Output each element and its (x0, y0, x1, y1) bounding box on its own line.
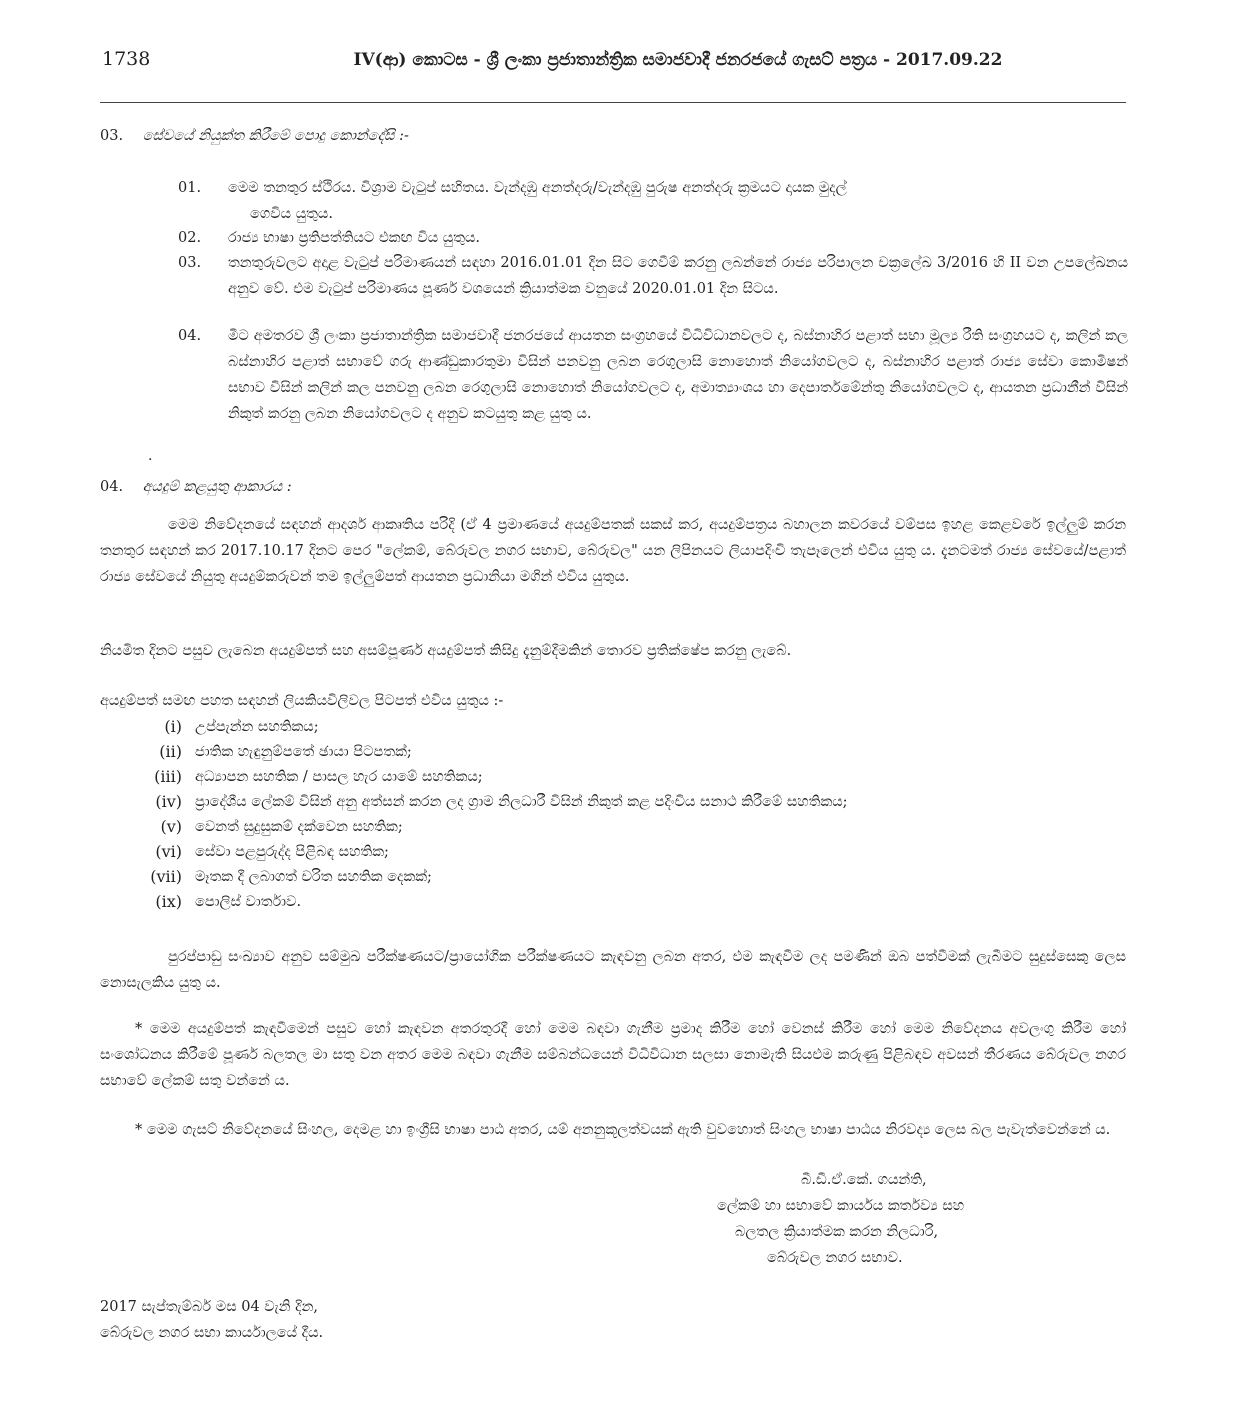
condition-number: 02. (178, 230, 202, 246)
condition-text (228, 175, 1128, 227)
stray-dot: . (148, 448, 153, 464)
condition-text: රාජ්‍ය භාෂා ප්‍රතිපත්තියට එකඟ විය යුතුය. (228, 230, 481, 246)
list-item-text: අධ්‍යාපන සහතික / පාසල හැර යාමේ සහතිකය; (195, 769, 483, 785)
condition-item (178, 175, 1128, 227)
section-number: 03. (100, 128, 124, 144)
page-header (100, 48, 1126, 82)
issue-place: බේරුවල නගර සභා කාර්යාලයේ දීය. (100, 1325, 324, 1341)
required-documents-list (140, 714, 1130, 914)
application-instructions: මෙම නිවේදනයේ සඳහන් ආදර්ශ ආකෘතිය පරිදි (ඒ 4 ප්‍රමාණයේ අයදුම්පතක් සකස් කර, අයදුම්පත්‍රය බහාලන කවරයේ වම්පස ඉහළ කෙළවරේ ඉල්ලුම් කරන තනතුර සඳහන් කර 2017.10.17 දිනට පෙර "ලේකම්, බේරුවල නගර සභාව, බේරුවල" යන ලිපිනයට ලියාපදිංචි තැපෑලෙන් එවිය යුතු ය. දැනටමත් රාජ්‍ය සේවයේ/පළාත් රාජ්‍ය සේවයේ නියුතු අයදුම්කරුවන් තම ඉල්ලුම්පත් ආයතන ප්‍රධානියා මගින් එවිය යුතුය. (100, 517, 1126, 585)
gazette-title: IV(ආ) කොටස - ශ්‍රී ලංකා ප්‍රජාතාන්ත්‍රික සමාජවාදී ජනරජයේ ගැසට් පත්‍රය - 2017.09.22 (353, 50, 1003, 70)
list-item (140, 889, 1130, 914)
language-notice: * මෙම ගැසට් නිවේදනයේ සිංහල, දෙමළ හා ඉංග්‍රීසි භාෂා පාඨ අතර, යම් අනනුකූලත්වයක් ඇති වුවහොත් සිංහල භාෂා පාඨය නිරවද්‍ය ලෙස බල පැවැත්වෙන්නේ ය. (135, 1122, 1111, 1138)
list-marker: (vi) (155, 842, 182, 861)
list-item-text: ප්‍රාදේශීය ලේකම් විසින් අනු අත්සන් කරන ලද ග්‍රාම නිලධාරී විසින් නිකුත් කළ පදිංචිය සනාථ කිරීමේ සහතිකය; (195, 794, 848, 810)
list-marker: (ii) (159, 742, 182, 761)
documents-intro: අයදුම්පත් සමඟ පහත සඳහන් ලියකියවිලිවල පිටපත් එවිය යුතුය :- (100, 693, 504, 709)
condition-number: 04. (178, 328, 202, 344)
signature-block (715, 1167, 1135, 1271)
list-item (140, 789, 1130, 814)
condition-item (178, 323, 1128, 427)
list-marker: (i) (164, 717, 182, 736)
list-item-text: පොලිස් වාර්තාව. (195, 894, 302, 910)
condition-text-line: මෙම තනතුර ස්ථිරය. විශ්‍රාම වැටුප් සහිතය. වැන්දඹු අනත්දරු/වැන්දඹු පුරුෂ අනත්දරු ක්‍රමයට දායක මුදල් (228, 180, 847, 196)
list-item (140, 839, 1130, 864)
signatory-office: බේරුවල නගර සභාව. (767, 1250, 903, 1266)
condition-text-line: ගෙවිය යුතුය. (250, 206, 333, 222)
signatory-title: ලේකම් හා සභාවේ කාර්යය කර්තව්‍ය සහ (717, 1198, 965, 1214)
list-item-text: සේවා පළපුරුද්ද පිළිබඳ සහතික; (195, 844, 389, 860)
list-item (140, 814, 1130, 839)
issue-date: 2017 සැප්තැම්බර් මස 04 වැනි දින, (100, 1299, 318, 1315)
interview-notice: පුරප්පාඩු සංඛ්‍යාව අනුව සම්මුඛ පරීක්ෂණයට/ප්‍රායෝගික පරීක්ෂණයට කැඳවනු ලබන අතර, එම කැඳවීම ලද පමණින් ඔබ පත්වීමක් ලැබීමට සුදුස්සෙකු ලෙස නොසැලකිය යුතු ය. (100, 949, 1126, 991)
list-marker: (vii) (150, 867, 182, 886)
powers-notice: * මෙම අයදුම්පත් කැඳවීමෙන් පසුව හෝ කැඳවන අතරතුරදී හෝ මෙම බඳවා ගැනීම ප්‍රමාද කිරීම හෝ වෙනස් කිරීම හෝ මෙම නිවේදනය අවලංගු කිරීම හෝ සංශෝධනය කිරීමේ පූර්ණ බලතල මා සතු වන අතර මෙම බඳවා ගැනීම සම්බන්ධයෙන් විධිවිධාන සලසා නොමැති සියළුම කරුණු පිළිබඳව අවසන් තීරණය බේරුවල නගර සභාවේ ලේකම් සතු වන්නේ ය. (100, 1021, 1126, 1089)
section-title: සේවයේ නියුක්ත කිරීමේ පොදු කොන්දේසි :- (142, 128, 409, 144)
list-marker: (ix) (155, 892, 182, 911)
list-item-text: වෙනත් සුදුසුකම් දක්වෙන සහතික; (195, 819, 403, 835)
signatory-name: බී.ඩී.ඒ.කේ. ගයන්ති, (801, 1172, 927, 1188)
date-place-block (100, 1294, 323, 1346)
header-rule (100, 102, 1126, 103)
signatory-title: බලතල ක්‍රියාත්මක කරන නිලධාරි, (735, 1224, 939, 1240)
section-number: 04. (100, 479, 124, 495)
condition-number: 01. (178, 180, 202, 196)
list-item (140, 714, 1130, 739)
list-item (140, 864, 1130, 889)
section-title: අයදුම් කළයුතු ආකාරය : (142, 479, 292, 495)
condition-item (178, 250, 1128, 302)
section-04-heading (100, 474, 292, 500)
page-number: 1738 (102, 48, 151, 70)
list-item-text: මෑතක දී ලබාගත් චරිත සහතික දෙකක්; (195, 869, 432, 885)
section-03-heading (100, 123, 409, 149)
condition-text: තනතුරුවලට අදාළ වැටුප් පරිමාණයන් සඳහා 2016.01.01 දින සිට ගෙවීම් කරනු ලබන්නේ රාජ්‍ය පරිපාලන චක්‍රලේඛ 3/2016 හි II වන උපලේඛනය අනුව වේ. එම වැටුප් පරිමාණය පූර්ණ වශයෙන් ක්‍රියාත්මක වනුයේ 2020.01.01 දින සිටය. (228, 255, 1128, 297)
list-item (140, 764, 1130, 789)
condition-text: මීට අමතරව ශ්‍රී ලංකා ප්‍රජාතාන්ත්‍රික සමාජවාදී ජනරජයේ ආයතන සංග්‍රහයේ විධිවිධානවලට ද, බස්නාහිර පළාත් සභා මූල්‍ය රීති සංග්‍රහයට ද, කලින් කල බස්නාහිර පළාත් සභාවේ ගරු ආණ්ඩුකාරතුමා විසින් පනවනු ලබන රෙගුලාසි නොහොත් නියෝගවලට ද, බස්නාහිර පළාත් රාජ්‍ය සේවා කොමිෂන් සභාව විසින් කලින් කල පනවනු ලබන රෙගුලාසි නොහොත් නියෝගවලට ද, අමාත්‍යාංශය හා දෙපාර්තමේන්තු නියෝගවලට ද, ආයතන ප්‍රධානීන් විසින් නිකුත් කරනු ලබන නියෝගවලට ද අනුව කටයුතු කළ යුතු ය. (228, 328, 1128, 422)
rejection-notice: නියමිත දිනට පසුව ලැබෙන අයදුම්පත් සහ අසම්පූර්ණ අයදුම්පත් කිසිදු දැනුම්දීමකින් තොරව ප්‍රතික්ෂේප කරනු ලැබේ. (100, 643, 792, 659)
condition-item (178, 225, 1128, 251)
list-item (140, 739, 1130, 764)
list-item-text: ජාතික හැඳුනුම්පතේ ඡායා පිටපතක්; (195, 744, 412, 760)
list-marker: (iv) (155, 792, 182, 811)
list-item-text: උප්පැන්න සහතිකය; (195, 719, 319, 735)
condition-number: 03. (178, 255, 202, 271)
list-marker: (iii) (154, 767, 182, 786)
list-marker: (v) (160, 817, 182, 836)
